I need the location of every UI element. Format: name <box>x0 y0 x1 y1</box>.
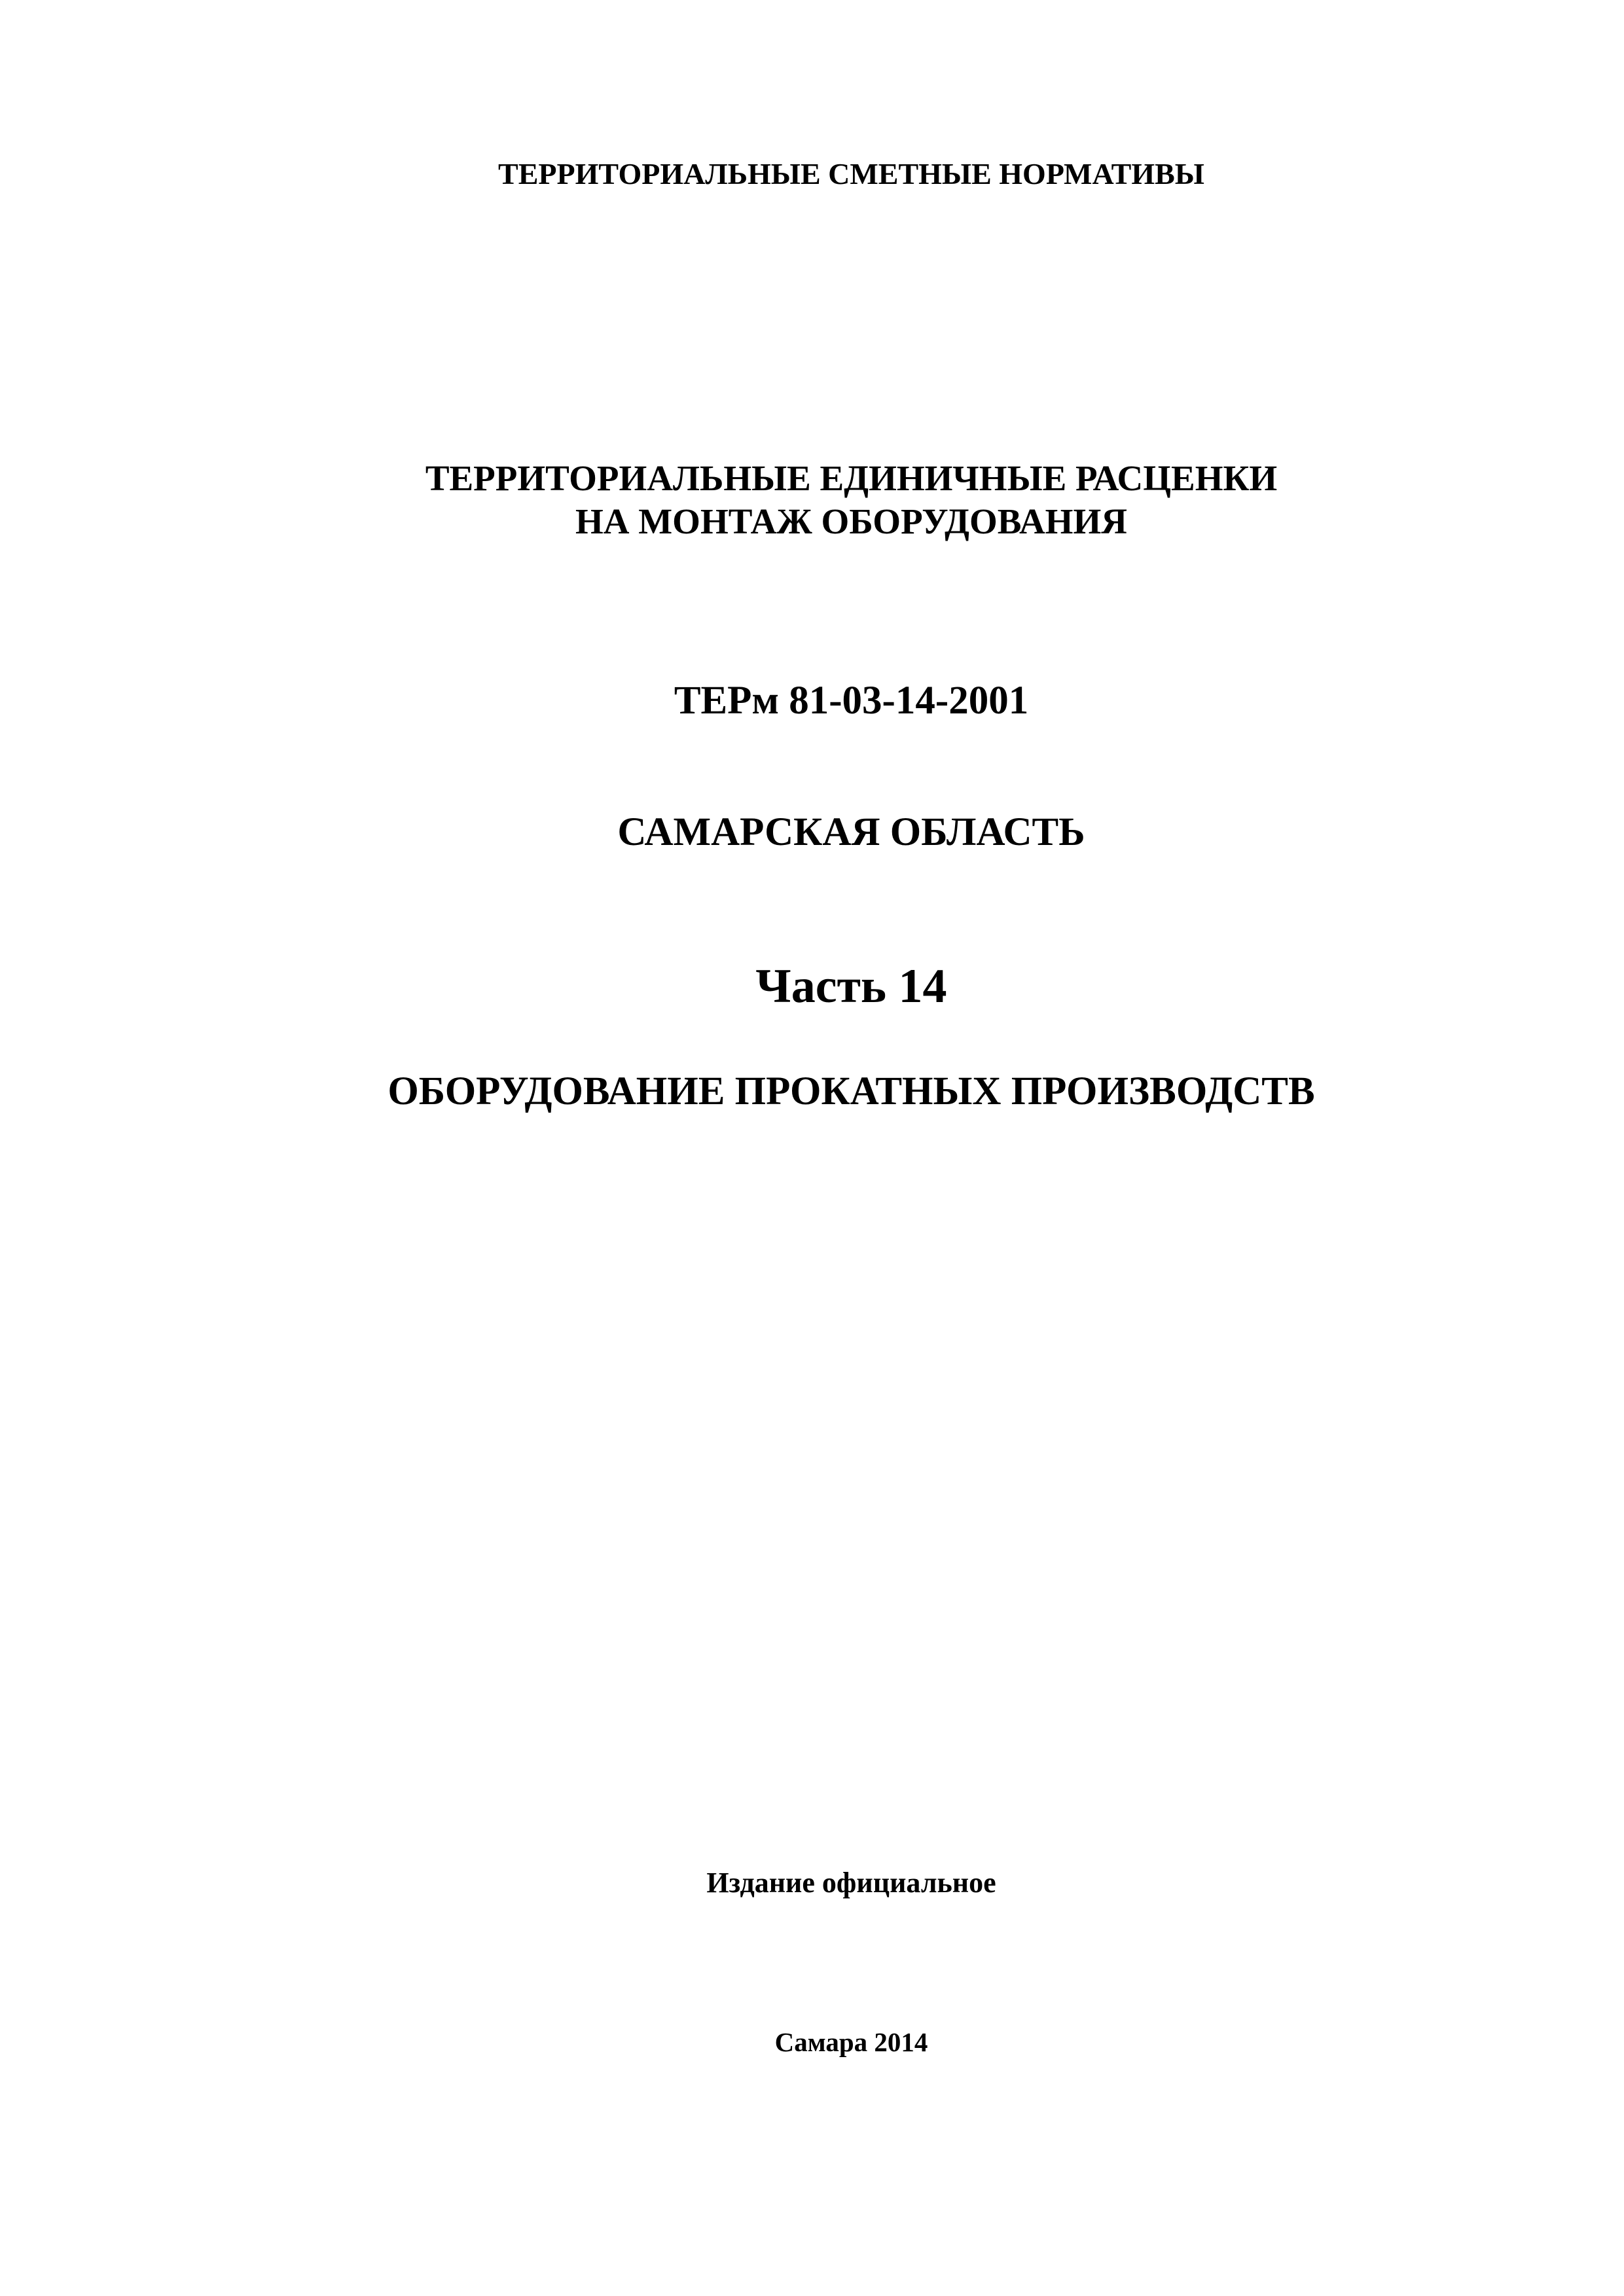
document-series-header: ТЕРРИТОРИАЛЬНЫЕ СМЕТНЫЕ НОРМАТИВЫ <box>498 157 1204 190</box>
edition-note: Издание официальное <box>706 1867 996 1899</box>
document-subject: ОБОРУДОВАНИЕ ПРОКАТНЫХ ПРОИЗВОДСТВ <box>388 1069 1315 1113</box>
document-code: ТЕРм 81-03-14-2001 <box>674 679 1029 723</box>
publication-place-year: Самара 2014 <box>774 2027 928 2057</box>
document-part-number: Часть 14 <box>755 960 947 1013</box>
document-region: САМАРСКАЯ ОБЛАСТЬ <box>617 810 1085 854</box>
document-title-line-2: НА МОНТАЖ ОБОРУДОВАНИЯ <box>575 501 1127 541</box>
document-title-line-1: ТЕРРИТОРИАЛЬНЫЕ ЕДИНИЧНЫЕ РАСЦЕНКИ <box>425 458 1278 498</box>
